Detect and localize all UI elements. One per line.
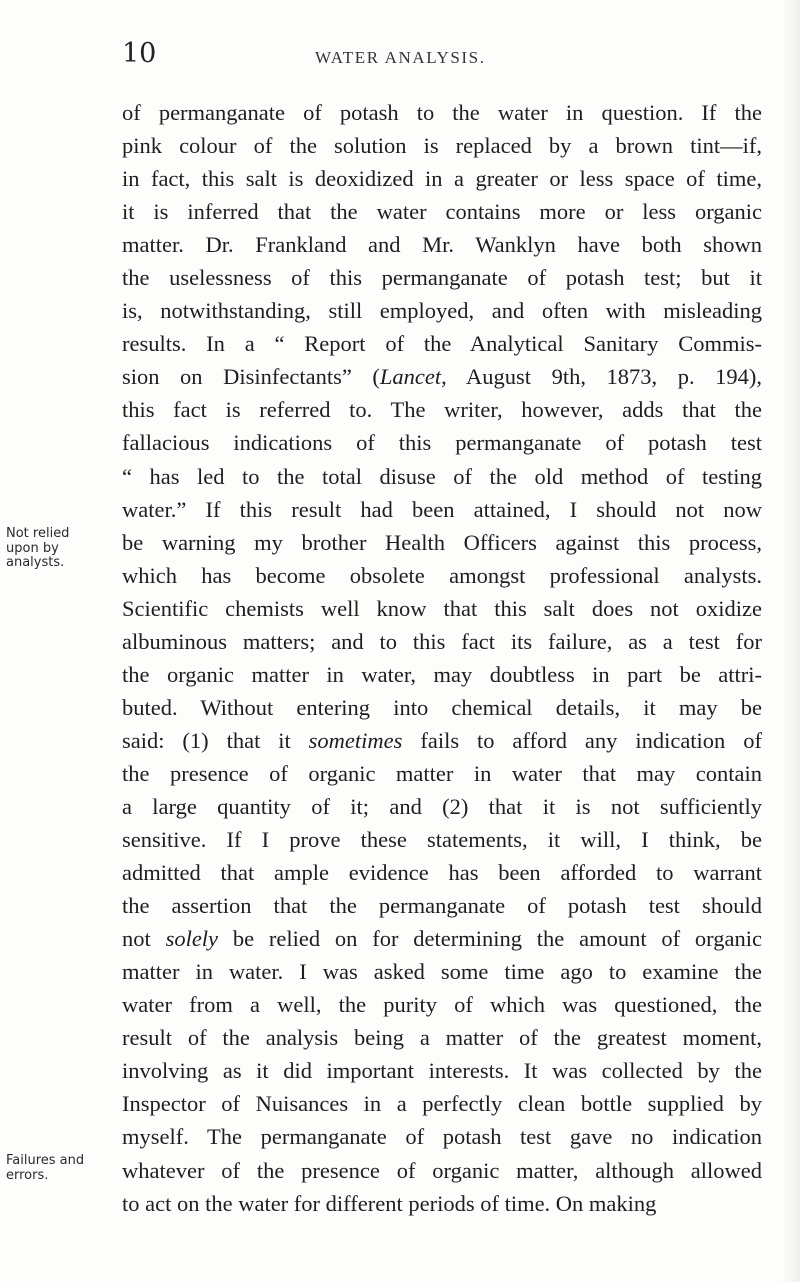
body-line: in fact, this salt is deoxidized in a greater or less space of time, bbox=[122, 166, 762, 192]
body-line: matter. Dr. Frankland and Mr. Wanklyn have both shown bbox=[122, 232, 762, 258]
body-line: result of the analysis being a matter of the greatest moment, bbox=[122, 1025, 762, 1051]
margin-note-failures: Failures and errors. bbox=[6, 1153, 85, 1183]
body-line: matter in water. I was asked some time ago to examine the bbox=[122, 959, 762, 985]
body-text bbox=[122, 96, 762, 1220]
body-line: said: (1) that it sometimes fails to afford any indication of bbox=[122, 727, 762, 753]
body-line: a large quantity of it; and (2) that it is not sufficiently bbox=[122, 793, 762, 819]
body-line: which has become obsolete amongst professional analysts. bbox=[122, 562, 762, 588]
body-line: pink colour of the solution is replaced by a brown tint—if, bbox=[122, 133, 762, 159]
body-line: this fact is referred to. The writer, however, adds that the bbox=[122, 397, 762, 423]
body-line: sion on Disinfectants” (Lancet, August 9th, 1873, p. 194), bbox=[122, 364, 762, 390]
body-line: whatever of the presence of organic matter, although allowed bbox=[122, 1157, 762, 1183]
body-line: of permanganate of potash to the water in question. If the bbox=[122, 100, 762, 125]
body-line: results. In a “ Report of the Analytical Sanitary Commis- bbox=[122, 331, 762, 357]
body-line: it is inferred that the water contains more or less organic bbox=[122, 199, 762, 225]
body-line: not solely be relied on for determining the amount of organic bbox=[122, 926, 762, 952]
body-line: Scientific chemists well know that this salt does not oxidize bbox=[122, 595, 762, 621]
page-edge-shadow bbox=[782, 0, 800, 1282]
body-line: water from a well, the purity of which was questioned, the bbox=[122, 992, 762, 1018]
body-line: water.” If this result had been attained, I should not now bbox=[122, 496, 762, 522]
margin-note-not-relied: Not relied upon by analysts. bbox=[6, 526, 70, 570]
body-line: be warning my brother Health Officers against this process, bbox=[122, 529, 762, 555]
body-line: sensitive. If I prove these statements, it will, I think, be bbox=[122, 827, 762, 853]
page-header bbox=[120, 30, 760, 80]
body-line: involving as it did important interests. It was collected by the bbox=[122, 1058, 762, 1084]
page-number: 10 bbox=[122, 38, 157, 69]
body-line: the organic matter in water, may doubtless in part be attri- bbox=[122, 661, 762, 687]
body-line: is, notwithstanding, still employed, and often with misleading bbox=[122, 298, 762, 324]
body-line: albuminous matters; and to this fact its failure, as a test for bbox=[122, 628, 762, 654]
body-line: buted. Without entering into chemical details, it may be bbox=[122, 694, 762, 720]
body-line: to act on the water for different periods of time. On making bbox=[122, 1190, 657, 1216]
body-line: Inspector of Nuisances in a perfectly clean bottle supplied by bbox=[122, 1091, 762, 1117]
body-line: fallacious indications of this permanganate of potash test bbox=[122, 430, 762, 456]
body-line: admitted that ample evidence has been afforded to warrant bbox=[122, 860, 762, 886]
body-line: “ has led to the total disuse of the old method of testing bbox=[122, 463, 762, 489]
body-line: the assertion that the permanganate of potash test should bbox=[122, 893, 762, 919]
body-line: myself. The permanganate of potash test gave no indication bbox=[122, 1124, 762, 1150]
body-line: the uselessness of this permanganate of potash test; but it bbox=[122, 265, 762, 291]
body-line: the presence of organic matter in water that may contain bbox=[122, 760, 762, 786]
running-head: WATER ANALYSIS. bbox=[315, 48, 486, 67]
